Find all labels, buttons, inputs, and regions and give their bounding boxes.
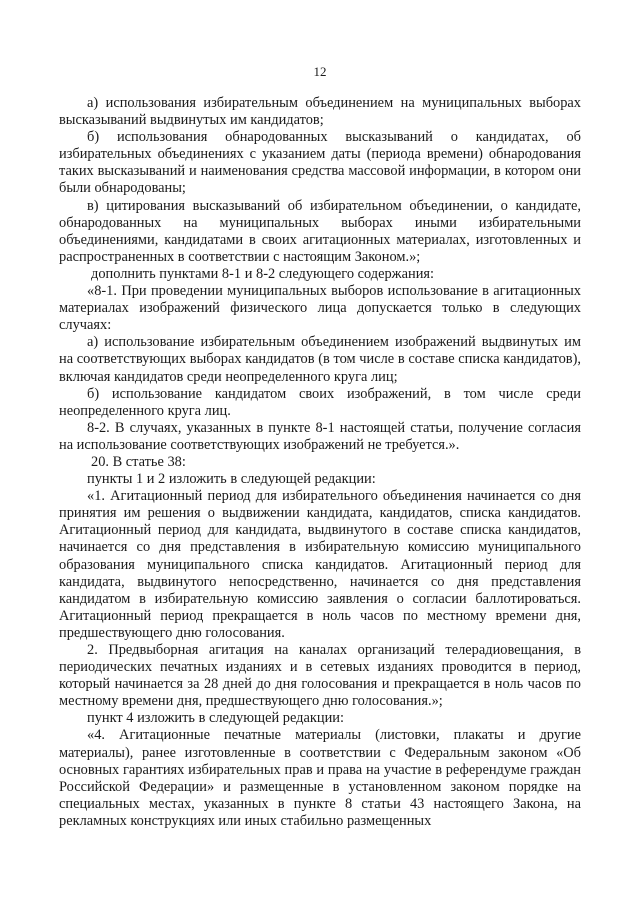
paragraph-article-38-heading: 20. В статье 38: [91,453,186,470]
document-body [59,95,581,830]
paragraph-item-a: а) использования избирательным объединением на муниципальных выборах высказываний выдвинутых им кандидатов; [59,95,581,129]
paragraph-item-b: б) использования обнародованных высказываний о кандидатах, об избирательных объединениях с указанием даты (периода времени) обнародования таких высказываний и наименования средства массовой информации, в котором они были обнародованы; [59,129,581,197]
paragraph-item-v: в) цитирования высказываний об избирательном объединении, о кандидате, обнародованных на муниципальных выборах иными избирательными объединениями, кандидатами в своих агитационных материалах, изготовленных и распространенных в соответствии с настоящим Законом.»; [59,197,581,265]
paragraph-clause-8-1-b: б) использование кандидатом своих изображений, в том числе среди неопределенного круга лиц. [59,385,581,419]
paragraph-points-1-2-intro: пункты 1 и 2 изложить в следующей редакции: [87,471,376,488]
paragraph-point-4-intro: пункт 4 изложить в следующей редакции: [87,710,344,727]
paragraph-clause-8-1-a: а) использование избирательным объединением изображений выдвинутых им на соответствующих выборах кандидатов (в том числе в составе списка кандидатов), включая кандидатов среди неопределенного круга лиц; [59,334,581,385]
paragraph-clause-8-1: «8-1. При проведении муниципальных выборов использование в агитационных материалах изображений физического лица допускается только в следующих случаях: [59,283,581,334]
paragraph-amendment-intro: дополнить пунктами 8-1 и 8-2 следующего содержания: [91,265,435,282]
paragraph-point-1: «1. Агитационный период для избирательного объединения начинается со дня принятия им решения о выдвижении кандидата, кандидатов, списка кандидатов. Агитационный период для кандидата, выдвинутого в составе списка кандидатов, начинается со дня представления в избирательную комиссию муниципального образования муниципального списка кандидатов. Агитационный период для кандидата, выдвинутого непосредственно, начинается со дня представления кандидатом в избирательную комиссию заявления о согласии баллотироваться. Агитационный период прекращается в ноль часов по местному времени дня, предшествующего дню голосования. [59,488,581,641]
paragraph-clause-8-2: 8-2. В случаях, указанных в пункте 8-1 настоящей статьи, получение согласия на использование соответствующих изображений не требуется.». [59,419,581,453]
page-number: 12 [313,64,327,79]
paragraph-point-4: «4. Агитационные печатные материалы (листовки, плакаты и другие материалы), ранее изготовленные в соответствии с Федеральным законом «Об основных гарантиях избирательных прав и права на участие в референдуме граждан Российской Федерации» и размещенные в установленном законом порядке на специальных местах, указанных в пункте 8 статьи 43 настоящего Закона, на рекламных конструкциях или иных стабильно размещенных [59,727,581,829]
paragraph-point-2: 2. Предвыборная агитация на каналах организаций телерадиовещания, в периодических печатных изданиях и в сетевых изданиях проводится в период, который начинается за 28 дней до дня голосования и прекращается в ноль часов по местному времени дня, предшествующего дню голосования.»; [59,642,581,710]
